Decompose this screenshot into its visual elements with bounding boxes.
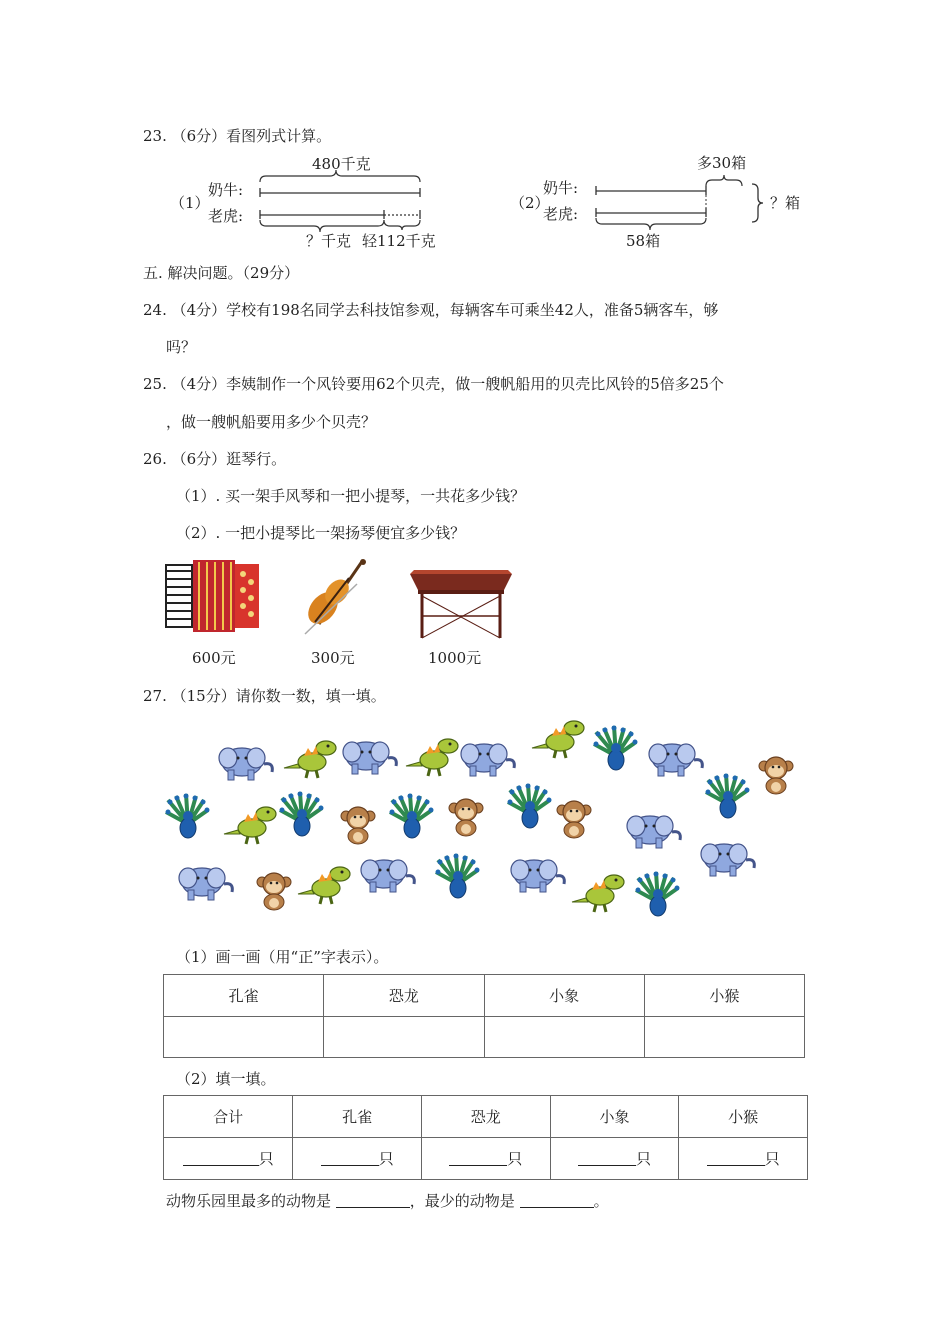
tally-cell-peacock[interactable] — [164, 1017, 324, 1058]
part1-unknown-label: ？千克 — [306, 232, 352, 250]
accordion-price: 600元 — [192, 649, 236, 667]
count-cell-monkey — [679, 1138, 808, 1180]
count-header-monkey: 小猴 — [679, 1096, 808, 1138]
part2-row2-label: 老虎: — [543, 205, 579, 223]
tally-cell-dinosaur[interactable] — [324, 1017, 484, 1058]
part2-bar-diagram — [0, 0, 950, 260]
violin-price: 300元 — [311, 649, 355, 667]
count-header-elephant: 小象 — [550, 1096, 679, 1138]
unit-label: 只 — [258, 1150, 274, 1168]
count-cell-dinosaur — [421, 1138, 550, 1180]
conclusion-most-label: 动物乐园里最多的动物是 — [166, 1192, 332, 1210]
accordion-image — [163, 556, 263, 646]
unit-label: 只 — [764, 1150, 780, 1168]
part2-bottom-label: 58箱 — [626, 232, 661, 250]
part2-question-label: ？箱 — [770, 194, 801, 212]
part2-more-label: 多30箱 — [697, 154, 747, 172]
unit-label: 只 — [635, 1150, 651, 1168]
tally-header-peacock: 孔雀 — [164, 975, 324, 1017]
q24-line-1: 24. （4分）学校有198名同学去科技馆参观，每辆客车可乘坐42人，准备5辆客车，够 — [143, 301, 719, 319]
part1-difference-label: 轻112千克 — [362, 232, 436, 250]
conclusion-least-label: ，最少的动物是 — [409, 1192, 515, 1210]
q25-line-2: ，做一艘帆船要用多少个贝壳？ — [166, 413, 377, 431]
answer-blank-peacock[interactable] — [321, 1151, 379, 1166]
count-header-peacock: 孔雀 — [293, 1096, 422, 1138]
part2-number: （2） — [510, 194, 550, 212]
q23-title: 23. （6分）看图列式计算。 — [143, 127, 332, 145]
part1-number: （1） — [170, 194, 210, 212]
answer-blank-dinosaur[interactable] — [449, 1151, 507, 1166]
q27-conclusion — [166, 1190, 609, 1211]
answer-blank-monkey[interactable] — [707, 1151, 765, 1166]
unit-label: 只 — [378, 1150, 394, 1168]
tally-header-elephant: 小象 — [484, 975, 644, 1017]
unit-label: 只 — [507, 1150, 523, 1168]
tally-cell-monkey[interactable] — [644, 1017, 804, 1058]
count-table — [163, 1095, 808, 1180]
part2-row1-label: 奶牛: — [543, 179, 579, 197]
part1-row1-label: 奶牛: — [208, 181, 244, 199]
count-cell-elephant — [550, 1138, 679, 1180]
q25-line-1: 25. （4分）李姨制作一个风铃要用62个贝壳，做一艘帆船用的贝壳比风铃的5倍多25个 — [143, 375, 724, 393]
answer-blank-least[interactable] — [520, 1193, 594, 1208]
answer-blank-total[interactable] — [183, 1151, 259, 1166]
yangqin-image — [406, 556, 516, 646]
violin-image — [297, 556, 377, 646]
tally-header-dinosaur: 恐龙 — [324, 975, 484, 1017]
tally-table — [163, 974, 805, 1058]
q27-sub-2: （2）填一填。 — [176, 1070, 276, 1088]
animal-picture — [160, 712, 800, 932]
count-header-total: 合计 — [164, 1096, 293, 1138]
q26-sub-2: （2）. 一把小提琴比一架扬琴便宜多少钱？ — [176, 524, 466, 542]
count-cell-peacock — [293, 1138, 422, 1180]
section-5-heading: 五. 解决问题。（29分） — [143, 264, 300, 282]
count-cell-total — [164, 1138, 293, 1180]
conclusion-end: 。 — [593, 1192, 609, 1210]
tally-cell-elephant[interactable] — [484, 1017, 644, 1058]
part1-row2-label: 老虎: — [208, 207, 244, 225]
count-header-dinosaur: 恐龙 — [421, 1096, 550, 1138]
q24-line-2: 吗？ — [166, 338, 197, 356]
answer-blank-most[interactable] — [336, 1193, 410, 1208]
part1-total-label: 480千克 — [312, 155, 371, 173]
yangqin-price: 1000元 — [428, 649, 482, 667]
tally-header-monkey: 小猴 — [644, 975, 804, 1017]
q27-sub-1: （1）画一画（用“正”字表示）。 — [176, 948, 389, 966]
q26-title: 26. （6分）逛琴行。 — [143, 450, 287, 468]
q26-sub-1: （1）. 买一架手风琴和一把小提琴，一共花多少钱？ — [176, 487, 526, 505]
answer-blank-elephant[interactable] — [578, 1151, 636, 1166]
q27-title: 27. （15分）请你数一数，填一填。 — [143, 687, 386, 705]
